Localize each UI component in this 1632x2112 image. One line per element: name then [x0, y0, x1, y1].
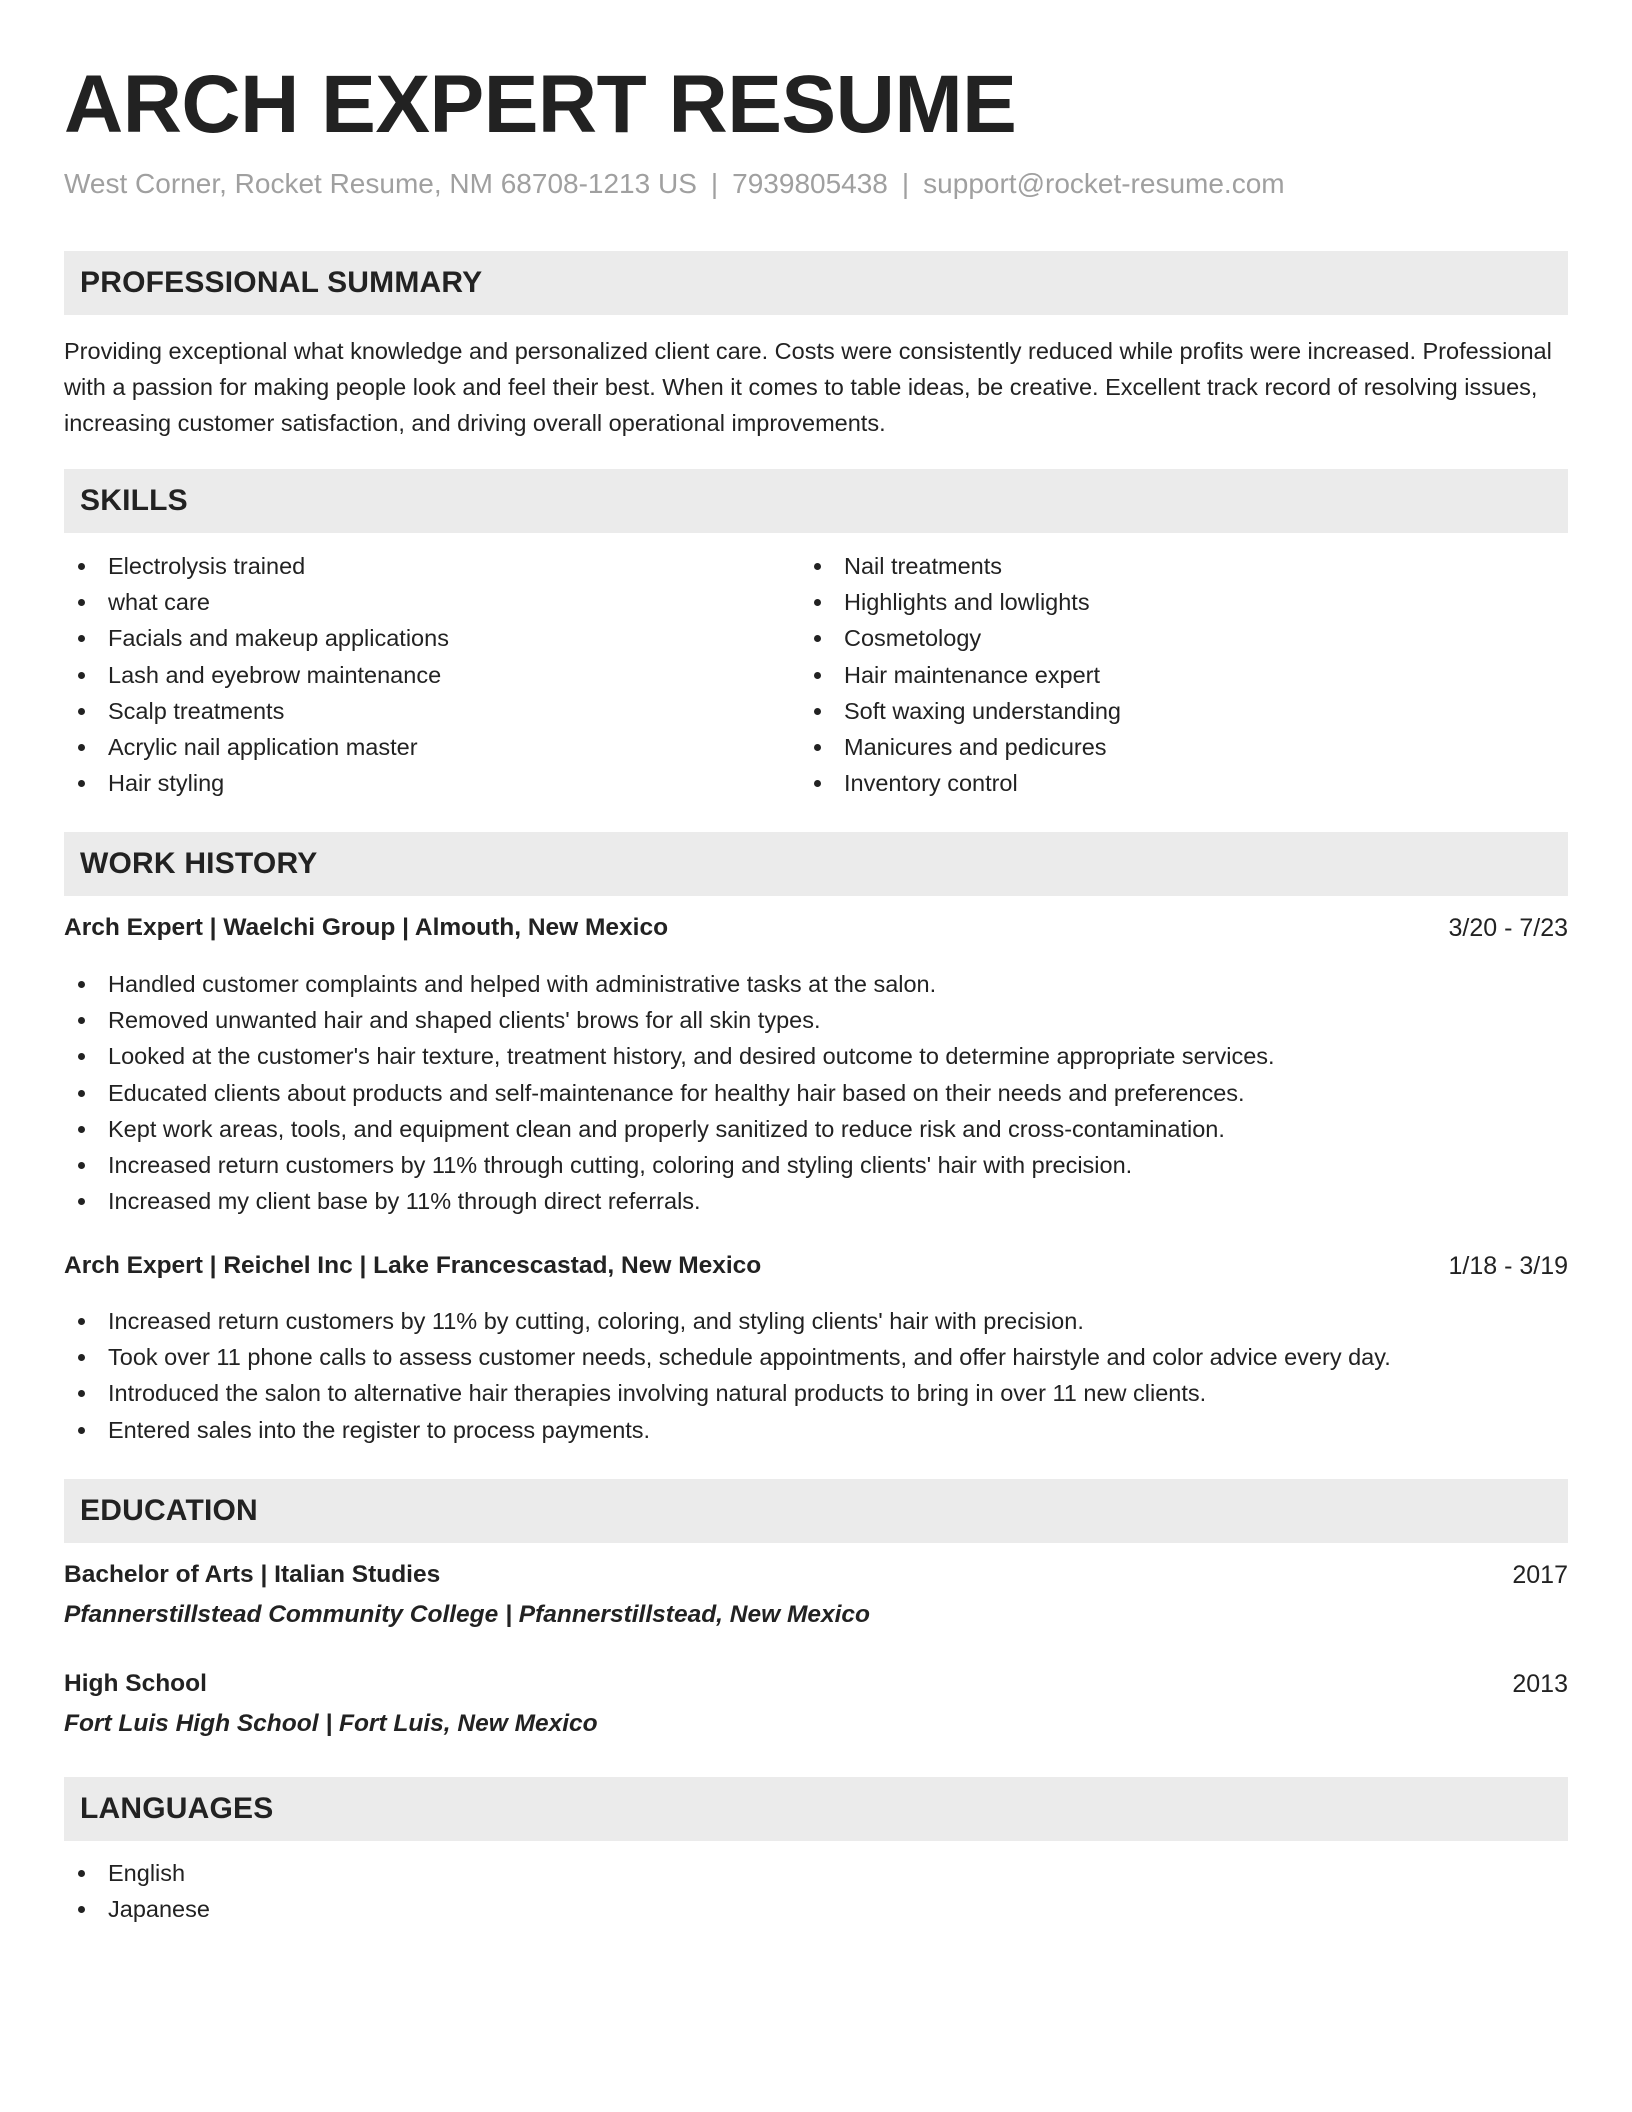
job-dates: 1/18 - 3/19: [1448, 1252, 1568, 1280]
job-bullet: Entered sales into the register to process payments.: [64, 1412, 1391, 1448]
job-title: Arch Expert | Reichel Inc | Lake Francescastad, New Mexico: [64, 1252, 762, 1279]
education-year: 2017: [1512, 1561, 1568, 1589]
job-bullets: [64, 1303, 1391, 1448]
job-bullet: Took over 11 phone calls to assess customer needs, schedule appointments, and offer hairstyle and color advice every day.: [64, 1339, 1391, 1375]
skill-item: Inventory control: [800, 765, 1121, 801]
contact-phone: 7939805438: [732, 168, 888, 199]
contact-line: [64, 168, 1285, 200]
education-year: 2013: [1512, 1670, 1568, 1698]
education-degree: Bachelor of Arts | Italian Studies: [64, 1561, 441, 1588]
job-dates: 3/20 - 7/23: [1448, 914, 1568, 942]
skill-item: Highlights and lowlights: [800, 584, 1121, 620]
work-heading: WORK HISTORY: [80, 847, 318, 880]
skill-item: Hair styling: [64, 765, 449, 801]
languages-list: [64, 1855, 210, 1927]
job-bullet: Increased return customers by 11% by cutting, coloring, and styling clients' hair with precision.: [64, 1303, 1391, 1339]
job-bullet: Looked at the customer's hair texture, treatment history, and desired outcome to determine appropriate services.: [64, 1038, 1275, 1074]
language-item: Japanese: [64, 1891, 210, 1927]
work-section-header: [64, 832, 1568, 896]
skill-item: what care: [64, 584, 449, 620]
languages-heading: LANGUAGES: [80, 1792, 274, 1825]
job-bullet: Kept work areas, tools, and equipment clean and properly sanitized to reduce risk and cross-contamination.: [64, 1111, 1275, 1147]
languages-section-header: [64, 1777, 1568, 1841]
skill-item: Cosmetology: [800, 620, 1121, 656]
summary-section-header: [64, 251, 1568, 315]
job-bullet: Handled customer complaints and helped with administrative tasks at the salon.: [64, 966, 1275, 1002]
skills-heading: SKILLS: [80, 484, 188, 517]
job-title: Arch Expert | Waelchi Group | Almouth, New Mexico: [64, 914, 669, 941]
skills-list-right: [800, 548, 1121, 801]
resume-name: ARCH EXPERT RESUME: [64, 59, 1017, 150]
job-bullet: Increased return customers by 11% through cutting, coloring and styling clients' hair with precision.: [64, 1147, 1275, 1183]
skill-item: Lash and eyebrow maintenance: [64, 657, 449, 693]
contact-separator: |: [901, 168, 910, 199]
job-bullets: [64, 966, 1275, 1219]
education-section-header: [64, 1479, 1568, 1543]
job-bullet: Removed unwanted hair and shaped clients' brows for all skin types.: [64, 1002, 1275, 1038]
skill-item: Manicures and pedicures: [800, 729, 1121, 765]
skills-list-left: [64, 548, 449, 801]
job-bullet: Introduced the salon to alternative hair therapies involving natural products to bring in over 11 new clients.: [64, 1375, 1391, 1411]
education-school: Pfannerstillstead Community College | Pfannerstillstead, New Mexico: [64, 1601, 871, 1628]
job-bullet: Educated clients about products and self-maintenance for healthy hair based on their needs and preferences.: [64, 1075, 1275, 1111]
summary-heading: PROFESSIONAL SUMMARY: [80, 266, 483, 299]
skills-section-header: [64, 469, 1568, 533]
job-bullet: Increased my client base by 11% through direct referrals.: [64, 1183, 1275, 1219]
skill-item: Facials and makeup applications: [64, 620, 449, 656]
skill-item: Nail treatments: [800, 548, 1121, 584]
skill-item: Acrylic nail application master: [64, 729, 449, 765]
skill-item: Soft waxing understanding: [800, 693, 1121, 729]
contact-email: support@rocket-resume.com: [923, 168, 1285, 199]
skill-item: Electrolysis trained: [64, 548, 449, 584]
language-item: English: [64, 1855, 210, 1891]
skill-item: Scalp treatments: [64, 693, 449, 729]
education-school: Fort Luis High School | Fort Luis, New Mexico: [64, 1710, 598, 1737]
education-heading: EDUCATION: [80, 1494, 258, 1527]
contact-separator: |: [710, 168, 719, 199]
summary-text: Providing exceptional what knowledge and personalized client care. Costs were consistently reduced while profits were increased. Professional with a passion for making people look and feel their best. When it comes to table ideas, be creative. Excellent track record of resolving issues, increasing customer satisfaction, and driving overall operational improvements.: [64, 338, 1552, 436]
contact-address: West Corner, Rocket Resume, NM 68708-1213 US: [64, 168, 697, 199]
skill-item: Hair maintenance expert: [800, 657, 1121, 693]
education-degree: High School: [64, 1670, 207, 1697]
